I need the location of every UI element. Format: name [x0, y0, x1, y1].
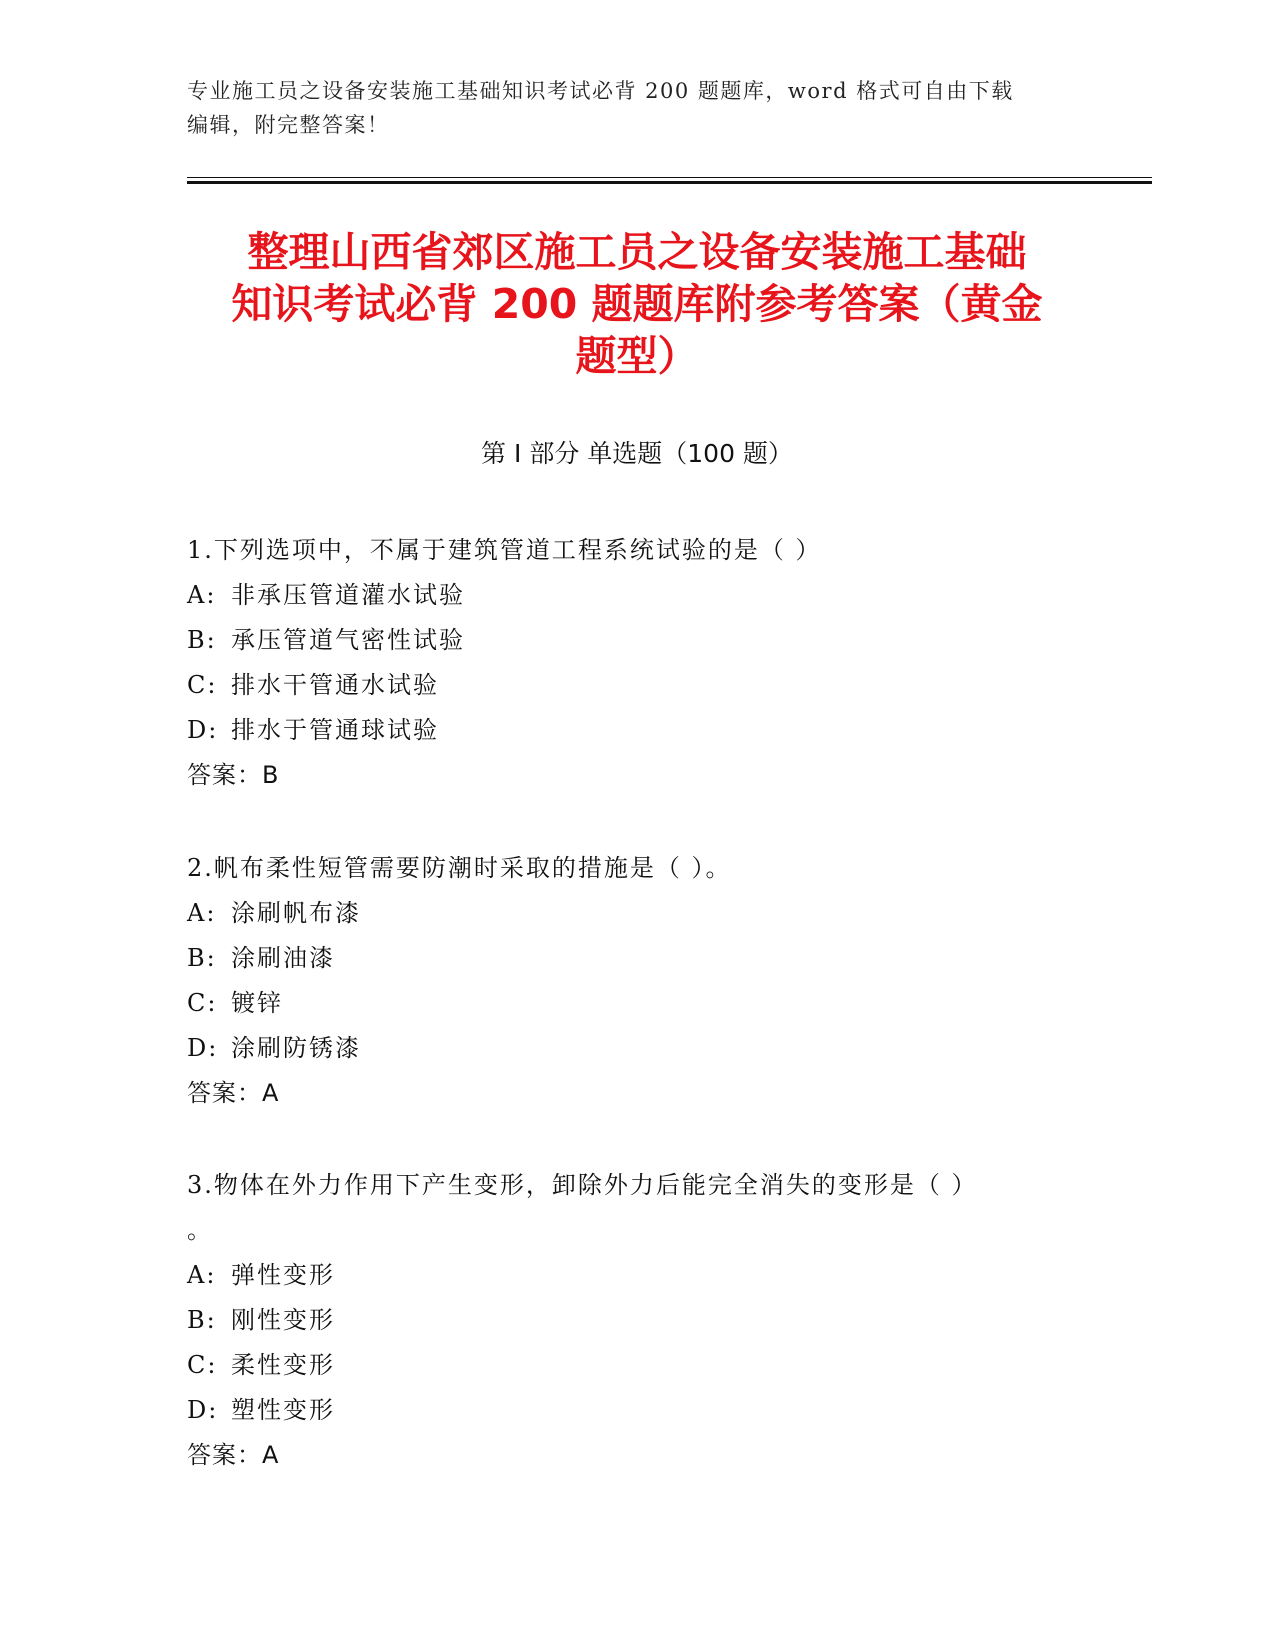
option-key: C:: [187, 671, 218, 699]
option-text: 非承压管道灌水试验: [231, 581, 465, 609]
option-b: [187, 936, 1067, 981]
question-answer: 答案：A: [187, 1079, 280, 1107]
option-key: B:: [187, 1306, 217, 1334]
section-title: 第 I 部分 单选题（100 题）: [481, 439, 793, 468]
option-text: 镀锌: [231, 989, 283, 1017]
option-key: A:: [187, 581, 217, 609]
option-c: [187, 663, 1067, 708]
question-stem: 2.帆布柔性短管需要防潮时采取的措施是（ ）。: [187, 854, 732, 882]
option-a: [187, 1253, 1067, 1298]
option-key: A:: [187, 1261, 217, 1289]
question-3: [187, 1163, 1067, 1478]
header-divider-thick: [187, 181, 1152, 184]
option-text: 排水于管通球试验: [231, 716, 439, 744]
document-title-line-1: 整理山西省郊区施工员之设备安装施工基础: [247, 228, 1027, 276]
option-key: D:: [187, 716, 219, 744]
header-note-line-2: 编辑，附完整答案！: [187, 113, 390, 137]
option-key: B:: [187, 944, 217, 972]
option-c: [187, 1343, 1067, 1388]
option-text: 承压管道气密性试验: [231, 626, 465, 654]
option-text: 刚性变形: [231, 1306, 335, 1334]
option-d: [187, 1388, 1067, 1433]
question-answer: 答案：B: [187, 761, 280, 789]
option-text: 柔性变形: [231, 1351, 335, 1379]
question-stem: 3.物体在外力作用下产生变形，卸除外力后能完全消失的变形是（ ）: [187, 1171, 978, 1199]
option-key: A:: [187, 899, 217, 927]
header-divider-thin: [187, 177, 1152, 178]
option-key: C:: [187, 1351, 218, 1379]
document-title-line-3: 题型）: [575, 332, 699, 380]
option-key: D:: [187, 1034, 219, 1062]
option-key: D:: [187, 1396, 219, 1424]
header-note-line-1: 专业施工员之设备安装施工基础知识考试必背 200 题题库，word 格式可自由下载: [187, 79, 1014, 103]
option-text: 涂刷防锈漆: [231, 1034, 361, 1062]
option-text: 涂刷油漆: [231, 944, 335, 972]
question-answer: 答案：A: [187, 1441, 280, 1469]
option-d: [187, 708, 1067, 753]
option-a: [187, 573, 1067, 618]
option-a: [187, 891, 1067, 936]
header-note: [187, 74, 1067, 142]
option-key: C:: [187, 989, 218, 1017]
document-title-line-2: 知识考试必背 200 题题库附参考答案（黄金: [231, 280, 1043, 328]
option-c: [187, 981, 1067, 1026]
option-b: [187, 1298, 1067, 1343]
question-stem-continuation: 。: [187, 1216, 213, 1244]
option-key: B:: [187, 626, 217, 654]
option-text: 排水干管通水试验: [231, 671, 439, 699]
option-text: 塑性变形: [231, 1396, 335, 1424]
question-2: [187, 846, 1067, 1116]
option-text: 弹性变形: [231, 1261, 335, 1289]
option-text: 涂刷帆布漆: [231, 899, 361, 927]
document-title: [187, 226, 1087, 382]
option-d: [187, 1026, 1067, 1071]
question-stem: 1.下列选项中，不属于建筑管道工程系统试验的是（ ）: [187, 536, 822, 564]
option-b: [187, 618, 1067, 663]
question-1: [187, 528, 1067, 798]
